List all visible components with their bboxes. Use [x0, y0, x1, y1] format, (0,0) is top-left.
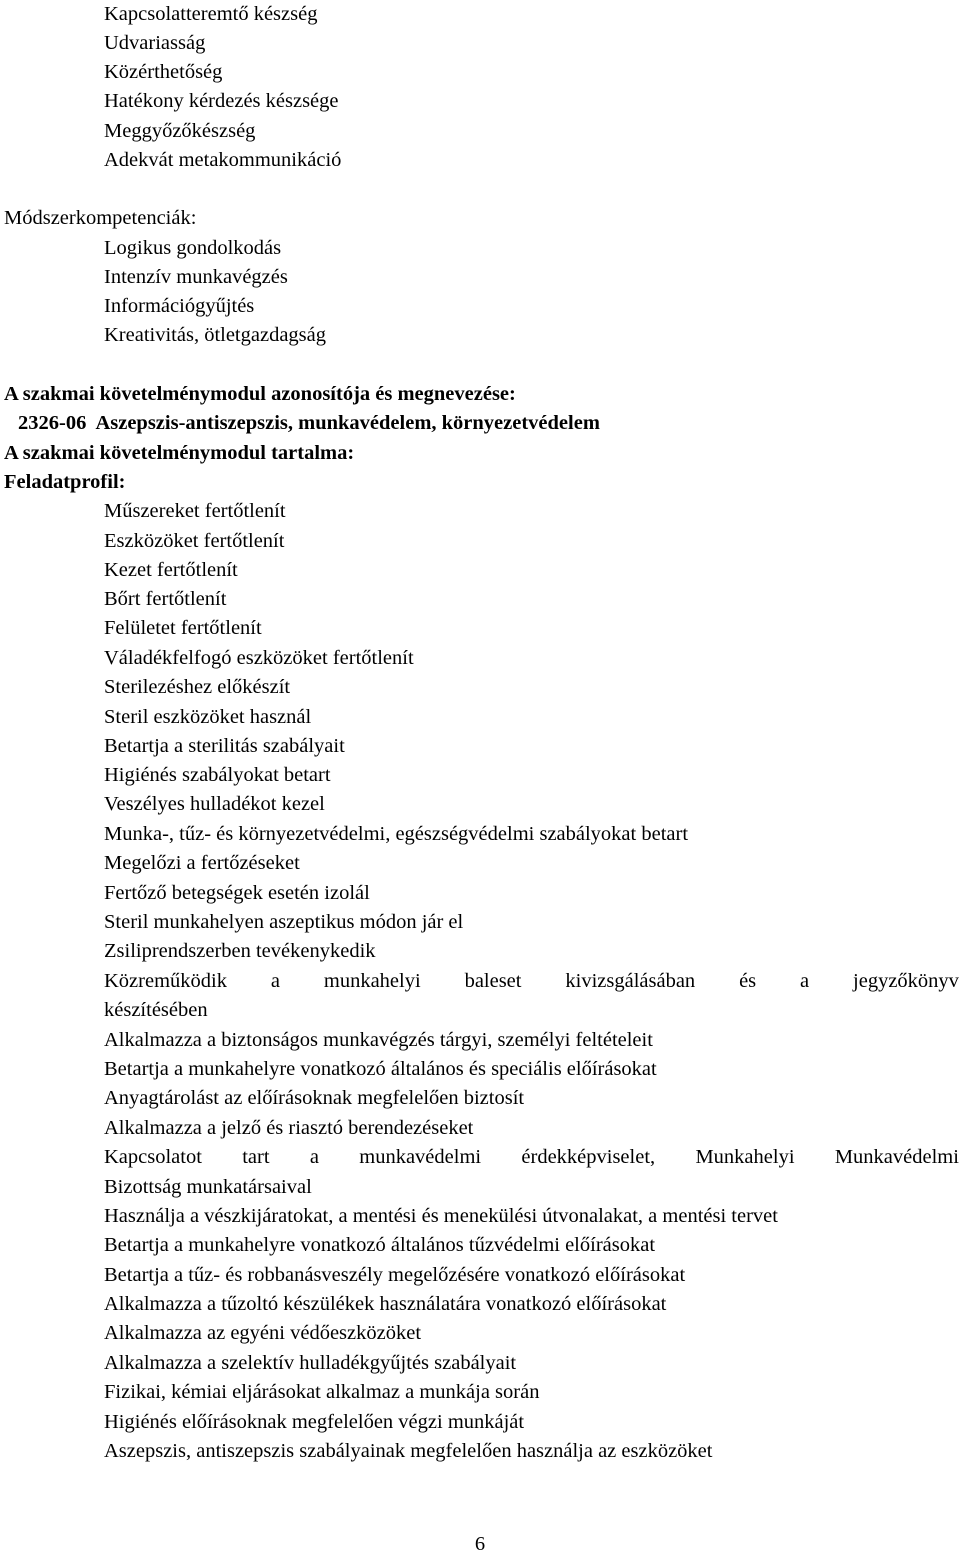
task-item: Betartja a sterilitás szabályait: [104, 735, 345, 757]
task-item: Anyagtárolást az előírásoknak megfelelően biztosít: [104, 1087, 525, 1109]
soft-skill-item: Hatékony kérdezés készsége: [104, 90, 339, 112]
method-item: Logikus gondolkodás: [104, 237, 282, 259]
module-id-heading: A szakmai követelménymodul azonosítója és megnevezése:: [4, 383, 516, 405]
task-item: Zsiliprendszerben tevékenykedik: [104, 940, 376, 962]
task-item: Váladékfelfogó eszközöket fertőtlenít: [104, 647, 414, 669]
task-word: kivizsgálásában: [565, 970, 696, 992]
soft-skill-item: Adekvát metakommunikáció: [104, 149, 342, 171]
task-item: Műszereket fertőtlenít: [104, 500, 286, 522]
task-item: Aszepszis, antiszepszis szabályainak megfelelően használja az eszközöket: [104, 1440, 713, 1462]
task-item: Higiénés szabályokat betart: [104, 764, 331, 786]
task-word: jegyzőkönyv: [853, 970, 959, 992]
task-item: Megelőzi a fertőzéseket: [104, 852, 300, 874]
task-word: Munkahelyi: [695, 1146, 795, 1168]
task-item: Eszközöket fertőtlenít: [104, 530, 285, 552]
task-word: tart: [242, 1146, 270, 1168]
task-item: Fizikai, kémiai eljárásokat alkalmaz a munkája során: [104, 1381, 540, 1403]
soft-skill-item: Udvariasság: [104, 32, 206, 54]
task-item-continuation: Bizottság munkatársaival: [104, 1176, 312, 1198]
task-item: Alkalmazza a jelző és riasztó berendezéseket: [104, 1117, 474, 1139]
task-word: a: [309, 1146, 319, 1168]
task-item: Veszélyes hulladékot kezel: [104, 793, 325, 815]
task-item: Alkalmazza az egyéni védőeszközöket: [104, 1322, 422, 1344]
task-item: Sterilezéshez előkészít: [104, 676, 291, 698]
task-item: Kezet fertőtlenít: [104, 559, 238, 581]
soft-skill-item: Közérthetőség: [104, 61, 223, 83]
task-item: Steril eszközöket használ: [104, 706, 312, 728]
task-word: és: [739, 970, 757, 992]
task-word: munkavédelmi: [359, 1146, 482, 1168]
task-item: Betartja a munkahelyre vonatkozó általános és speciális előírásokat: [104, 1058, 657, 1080]
task-item-accident: [104, 971, 959, 992]
soft-skill-item: Kapcsolatteremtő készség: [104, 3, 318, 25]
task-item: Felületet fertőtlenít: [104, 617, 262, 639]
task-item: Alkalmazza a biztonságos munkavégzés tárgyi, személyi feltételeit: [104, 1029, 653, 1051]
task-word: Közreműködik: [104, 970, 227, 992]
soft-skill-item: Meggyőzőkészség: [104, 120, 256, 142]
task-word: Munkavédelmi: [834, 1146, 959, 1168]
task-item-continuation: készítésében: [104, 999, 208, 1021]
task-item: Bőrt fertőtlenít: [104, 588, 227, 610]
task-item: Alkalmazza a tűzoltó készülékek használatára vonatkozó előírásokat: [104, 1293, 667, 1315]
task-item: Alkalmazza a szelektív hulladékgyűjtés szabályait: [104, 1352, 517, 1374]
task-profile-heading: Feladatprofil:: [4, 471, 126, 493]
task-item: Betartja a tűz- és robbanásveszély megelőzésére vonatkozó előírásokat: [104, 1264, 686, 1286]
module-id-line: 2326-06 Aszepszis-antiszepszis, munkavédelem, környezetvédelem: [18, 412, 600, 434]
task-word: érdekképviselet,: [521, 1146, 656, 1168]
task-item: Használja a vészkijáratokat, a mentési és menekülési útvonalakat, a mentési tervet: [104, 1205, 778, 1227]
task-word: a: [270, 970, 280, 992]
task-word: munkahelyi: [323, 970, 421, 992]
task-item-contact: [104, 1147, 959, 1168]
page-number: 6: [474, 1533, 486, 1555]
module-content-heading: A szakmai követelménymodul tartalma:: [4, 442, 355, 464]
task-word: Kapcsolatot: [104, 1146, 202, 1168]
method-item: Intenzív munkavégzés: [104, 266, 288, 288]
task-item: Steril munkahelyen aszeptikus módon jár el: [104, 911, 464, 933]
method-item: Kreativitás, ötletgazdagság: [104, 324, 326, 346]
task-item: Munka-, tűz- és környezetvédelmi, egészségvédelmi szabályokat betart: [104, 823, 689, 845]
method-heading: Módszerkompetenciák:: [4, 207, 197, 229]
task-word: a: [800, 970, 810, 992]
method-item: Információgyűjtés: [104, 295, 255, 317]
task-item: Fertőző betegségek esetén izolál: [104, 882, 370, 904]
task-word: baleset: [464, 970, 522, 992]
task-item: Betartja a munkahelyre vonatkozó általános tűzvédelmi előírásokat: [104, 1234, 656, 1256]
task-item: Higiénés előírásoknak megfelelően végzi munkáját: [104, 1411, 525, 1433]
